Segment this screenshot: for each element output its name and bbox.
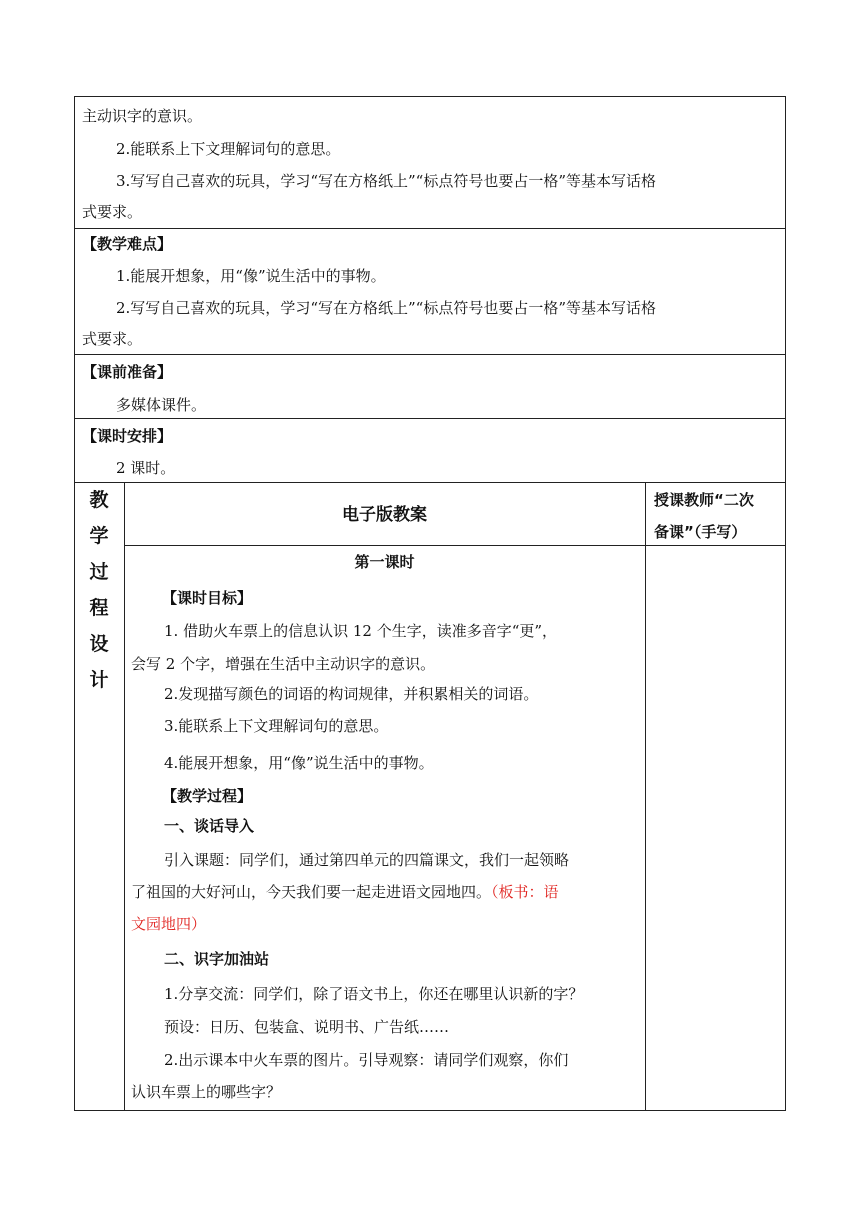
text-line: 2.写写自己喜欢的玩具，学习“写在方格纸上”“标点符号也要占一格”等基本写话格	[116, 299, 656, 317]
side-char: 计	[89, 669, 109, 691]
text-line: 3.能联系上下文理解词句的意思。	[164, 717, 389, 735]
column-divider	[645, 482, 646, 1111]
text-line	[131, 882, 559, 902]
text-line: 引入课题：同学们，通过第四单元的四篇课文，我们一起领略	[164, 851, 570, 869]
text-line: 式要求。	[82, 330, 143, 348]
center-header: 电子版教案	[342, 505, 427, 525]
text-line: 1.分享交流：同学们，除了语文书上，你还在哪里认识新的字？	[164, 985, 584, 1003]
column-divider	[124, 482, 125, 1111]
row-divider	[74, 482, 786, 483]
row-divider	[74, 228, 786, 229]
text-line: 3.写写自己喜欢的玩具，学习“写在方格纸上”“标点符号也要占一格”等基本写话格	[116, 172, 656, 190]
side-char: 教	[89, 489, 109, 511]
section-heading: 【教学难点】	[82, 235, 173, 253]
text-line: 2.出示课本中火车票的图片。引导观察：请同学们观察，你们	[164, 1051, 569, 1069]
section-heading: 【课时目标】	[162, 589, 253, 607]
side-char: 过	[89, 561, 109, 583]
text-line: 4.能展开想象，用“像”说生活中的事物。	[164, 754, 434, 772]
section-heading: 【教学过程】	[162, 787, 253, 805]
process-design-label	[74, 482, 124, 698]
lesson-title: 第一课时	[354, 553, 415, 571]
section-heading: 【课前准备】	[82, 363, 173, 381]
header-divider	[124, 545, 786, 546]
text-fragment: 了祖国的大好河山，今天我们要一起走进语文园地四。	[131, 883, 492, 901]
right-header-line: 授课教师“二次	[654, 491, 754, 509]
text-line: 会写 2 个字，增强在生活中主动识字的意识。	[131, 655, 436, 673]
side-char: 程	[89, 597, 109, 619]
section-heading: 二、识字加油站	[164, 950, 270, 968]
section-heading: 一、谈话导入	[164, 817, 255, 835]
row-divider	[74, 418, 786, 419]
text-line: 多媒体课件。	[116, 396, 207, 414]
row-divider	[74, 354, 786, 355]
side-char: 设	[89, 633, 109, 655]
text-line: 主动识字的意识。	[82, 107, 203, 125]
text-line: 1. 借助火车票上的信息认识 12 个生字，读准多音字“更”，	[164, 622, 558, 640]
text-line: 式要求。	[82, 203, 143, 221]
board-note: 文园地四）	[131, 915, 207, 933]
text-line: 预设：日历、包装盒、说明书、广告纸……	[164, 1018, 450, 1036]
side-char: 学	[89, 525, 109, 547]
text-line: 2.发现描写颜色的词语的构词规律，并积累相关的词语。	[164, 685, 539, 703]
section-heading: 【课时安排】	[82, 427, 173, 445]
text-line: 2.能联系上下文理解词句的意思。	[116, 140, 341, 158]
text-line: 1.能展开想象，用“像”说生活中的事物。	[116, 267, 386, 285]
text-line: 2 课时。	[116, 459, 176, 477]
right-header-line: 备课”（手写）	[654, 523, 747, 541]
board-note: （板书：语	[491, 883, 559, 901]
text-line: 认识车票上的哪些字？	[131, 1083, 282, 1101]
